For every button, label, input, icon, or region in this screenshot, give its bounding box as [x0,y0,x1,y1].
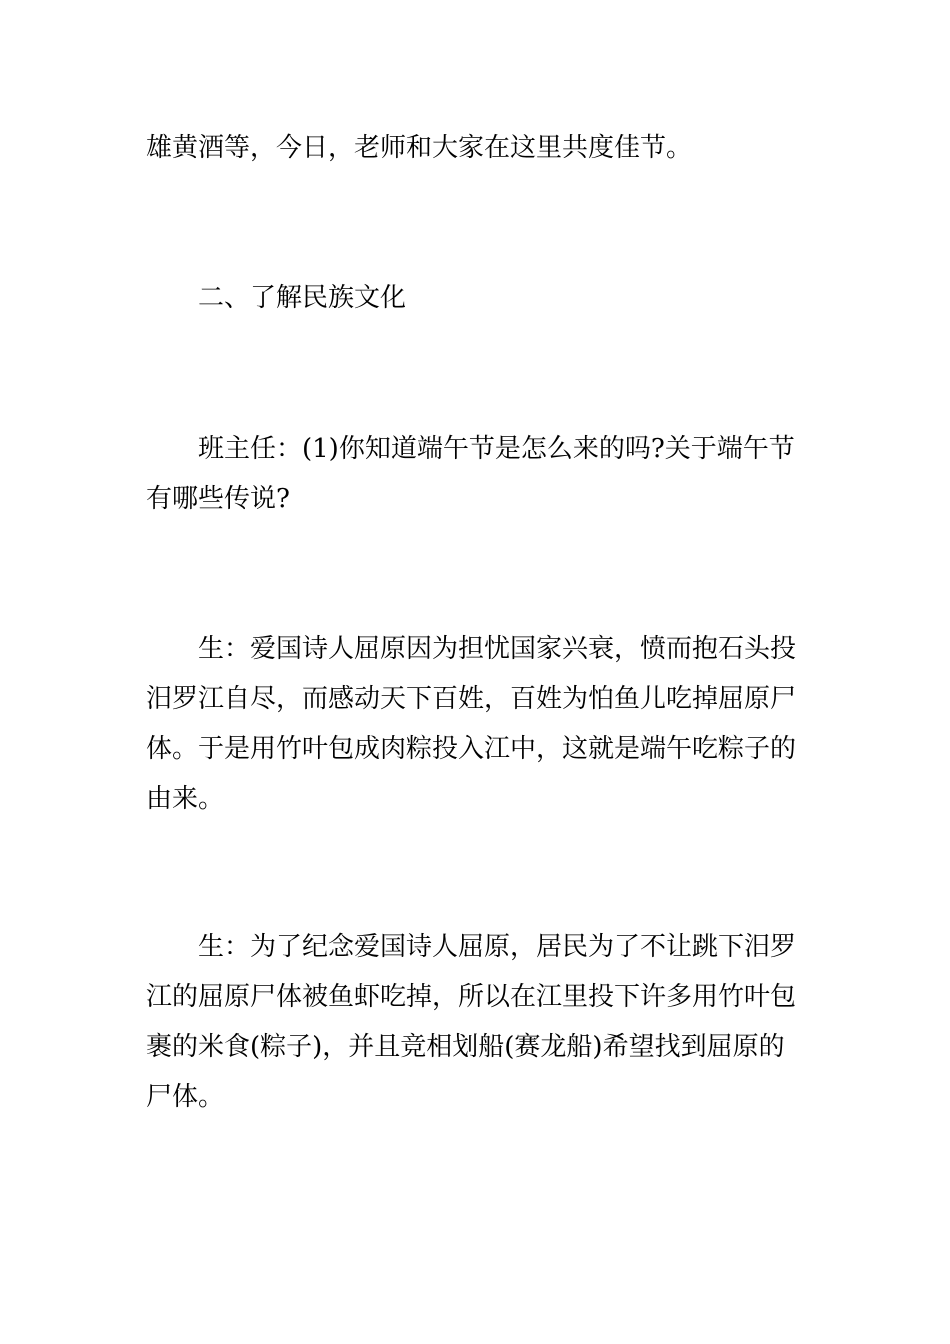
paragraph-line: 汨罗江自尽，而感动天下百姓，百姓为怕鱼儿吃掉屈原尸 [146,684,797,714]
paragraph-line: 有哪些传说? [146,484,290,514]
paragraph-line: 尸体。 [146,1082,225,1112]
section-heading: 二、了解民族文化 [198,283,407,313]
paragraph-line: 班主任：(1)你知道端午节是怎么来的吗?关于端午节 [198,434,795,464]
paragraph-line: 雄黄酒等，今日，老师和大家在这里共度佳节。 [146,133,693,163]
paragraph-line: 生：爱国诗人屈原因为担忧国家兴衰，愤而抱石头投 [198,634,797,664]
paragraph-line: 裹的米食(粽子)，并且竞相划船(赛龙船)希望找到屈原的 [146,1032,785,1062]
paragraph-line: 生：为了纪念爱国诗人屈原，居民为了不让跳下汨罗 [198,932,797,962]
paragraph-line: 体。于是用竹叶包成肉粽投入江中，这就是端午吃粽子的 [146,734,797,764]
paragraph-line: 江的屈原尸体被鱼虾吃掉，所以在江里投下许多用竹叶包 [146,982,797,1012]
paragraph-line: 由来。 [146,784,225,814]
